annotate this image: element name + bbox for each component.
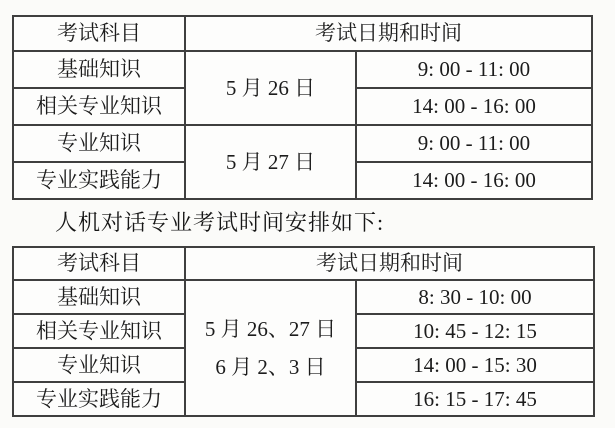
table-row [13, 125, 592, 162]
date-cell [185, 280, 356, 416]
subject-cell: 相关专业知识 [13, 314, 185, 348]
subject-column-header: 考试科目 [13, 247, 185, 280]
time-cell: 14: 00 - 16: 00 [356, 162, 592, 199]
subject-cell: 基础知识 [13, 280, 185, 314]
table-header-row [13, 16, 592, 51]
time-cell: 9: 00 - 11: 00 [356, 125, 592, 162]
subject-cell: 专业实践能力 [13, 162, 185, 199]
time-cell: 9: 00 - 11: 00 [356, 51, 592, 88]
time-cell: 14: 00 - 16: 00 [356, 88, 592, 125]
table-row [13, 280, 594, 314]
subject-cell: 相关专业知识 [13, 88, 185, 125]
computer-exam-schedule-table [12, 246, 595, 417]
subject-column-header: 考试科目 [13, 16, 185, 51]
datetime-column-header: 考试日期和时间 [185, 16, 592, 51]
time-cell: 8: 30 - 10: 00 [356, 280, 594, 314]
computer-exam-note-text: 人机对话专业考试时间安排如下: [55, 210, 385, 235]
time-cell: 16: 15 - 17: 45 [356, 382, 594, 416]
table-header-row [13, 247, 594, 280]
subject-cell: 专业知识 [13, 348, 185, 382]
date-cell: 5 月 26 日 [185, 51, 356, 125]
subject-cell: 专业实践能力 [13, 382, 185, 416]
time-cell: 10: 45 - 12: 15 [356, 314, 594, 348]
table-row [13, 51, 592, 88]
written-exam-schedule-table [12, 15, 593, 200]
date-cell: 5 月 27 日 [185, 125, 356, 199]
date-line-2: 6 月 2、3 日 [215, 355, 326, 379]
date-line-1: 5 月 26、27 日 [204, 317, 337, 341]
subject-cell: 基础知识 [13, 51, 185, 88]
datetime-column-header: 考试日期和时间 [185, 247, 594, 280]
subject-cell: 专业知识 [13, 125, 185, 162]
time-cell: 14: 00 - 15: 30 [356, 348, 594, 382]
